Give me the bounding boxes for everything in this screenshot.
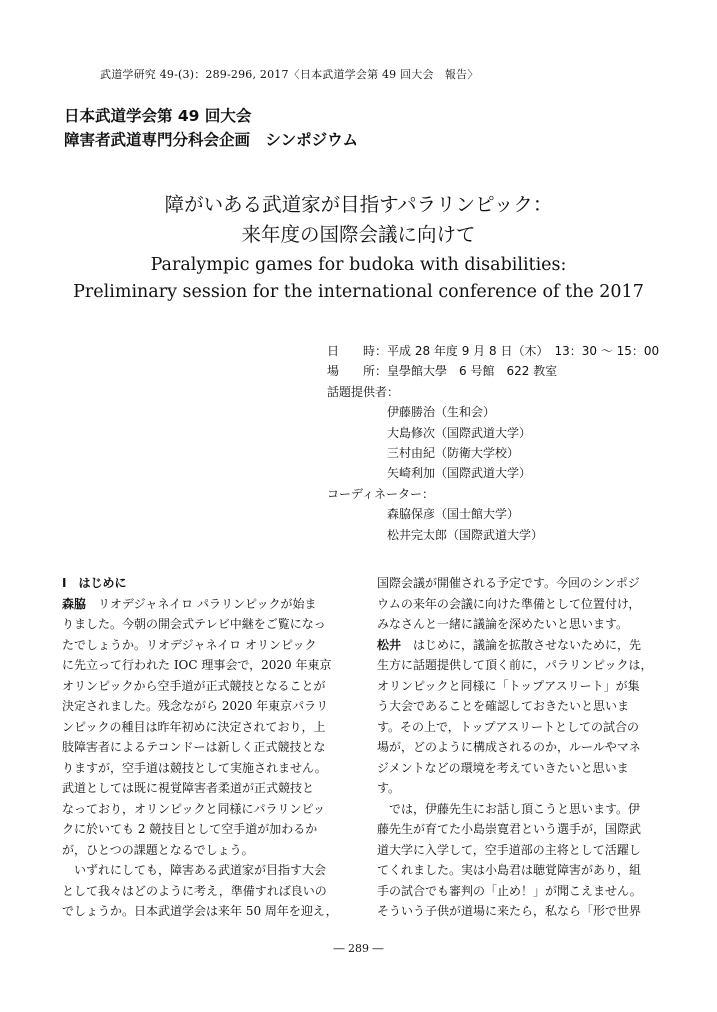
- paragraph-line: に先立って行われた IOC 理事会で，2020 年東京: [62, 658, 332, 672]
- paragraph-line: では，伊藤先生にお話し頂こうと思います。伊: [377, 801, 641, 816]
- title-ja-line-1: 障がいある武道家が目指すパラリンピック：: [164, 193, 553, 216]
- paragraph-line: 森脇 リオデジャネイロ パラリンピックが始ま: [62, 596, 317, 611]
- paragraph-line: なっており，オリンピックと同様にパラリンピッ: [62, 801, 326, 816]
- body-column-left: [62, 573, 340, 922]
- place-row: [327, 361, 659, 381]
- paragraph-line: 肢障害者によるテコンドーは新しく正式競技とな: [62, 740, 326, 754]
- place-label: 場 所：: [327, 364, 388, 379]
- presenters-label: 話題提供者：: [327, 384, 400, 399]
- paragraph-line: が，ひとつの課題となるでしょう。: [62, 842, 254, 857]
- speaker-name: 松井: [377, 637, 402, 652]
- paragraph-line: りますが，空手道は競技として実施されません。: [62, 760, 327, 775]
- paragraph-line: ウムの来年の会議に向けた準備として位置付け，: [377, 596, 641, 611]
- paragraph-line: でしょうか。日本武道学会は来年 50 周年を迎え，: [62, 904, 338, 918]
- paragraph-line: オリンピックと同様に「トップアスリート」が集: [377, 678, 640, 693]
- paragraph-line: す。: [377, 781, 401, 795]
- paragraph-line: す。その上で，トップアスリートとしての試合の: [377, 719, 639, 734]
- paragraph-line: クに於いても 2 競技目として空手道が加わるか: [62, 822, 318, 836]
- paragraph-line: として我々はどのように考え，準備すれば良いの: [62, 883, 327, 898]
- session-info: [327, 341, 659, 545]
- title-en-line-1: Paralympic games for budoka with disabilities:: [150, 255, 567, 275]
- article-title: [0, 190, 717, 306]
- running-header: 武道学研究 49-(3)：289-296, 2017〈日本武道学会第 49 回大会 報告〉: [100, 68, 479, 81]
- paragraph-line: 藤先生が育てた小島崇寛君という選手が，国際武: [377, 822, 642, 836]
- paragraph-line: 道大学に入学して，空手道部の主将として活躍し: [377, 842, 641, 857]
- presenter-item: 伊藤勝治（生和会）: [387, 405, 496, 420]
- paragraph-line: いずれにしても，障害ある武道家が目指す大会: [62, 863, 327, 877]
- society-heading: [64, 104, 358, 152]
- section-heading: Ⅰ はじめに: [62, 576, 127, 590]
- society-line-1: 日本武道学会第 49 回大会: [64, 107, 252, 125]
- paragraph-line: う大会であることを確認しておきたいと思いま: [377, 699, 630, 713]
- body-column-right: [377, 573, 655, 922]
- page-number: ― 289 ―: [333, 942, 384, 955]
- paragraph-line: 生方に話題提供して頂く前に，パラリンピックは，: [377, 658, 653, 672]
- date-value: 平成 28 年度 9 月 8 日（木） 13：30 〜 15：00: [387, 344, 660, 358]
- paragraph-line: オリンピックから空手道が正式競技となることが: [62, 678, 326, 693]
- paragraph-line: そういう子供が道場に来たら，私なら「形で世界: [377, 904, 642, 918]
- paragraph-line: てくれました。実は小島君は聴覚障害があり，組: [377, 863, 642, 877]
- coordinator-item: 松井完太郎（国際武道大学）: [387, 527, 544, 542]
- paragraph-line: 松井 はじめに，議論を拡散させないために，先: [377, 637, 642, 652]
- presenter-item: 矢崎利加（国際武道大学）: [387, 466, 532, 481]
- paragraph-line: みなさんと一緒に議論を深めたいと思います。: [377, 617, 629, 631]
- paragraph-line: 国際会議が開催される予定です。今回のシンポジ: [377, 576, 640, 590]
- paragraph-line: 決定されました。残念ながら 2020 年東京パラリ: [62, 699, 329, 713]
- place-value: 皇學館大學 6 号館 622 教室: [387, 364, 558, 379]
- title-en-line-2: Preliminary session for the international conference of the 2017: [73, 282, 644, 302]
- paragraph-line: 武道としては既に視覚障害者柔道が正式競技と: [62, 781, 315, 795]
- date-label: 日 時：: [327, 344, 388, 358]
- presenter-item: 大島修次（国際武道大学）: [387, 425, 532, 440]
- coordinators-label: コーディネーター：: [327, 486, 435, 501]
- paragraph-line: ンピックの種目は昨年初めに決定されており，上: [62, 719, 326, 734]
- date-row: [327, 341, 659, 361]
- paragraph-line: 場が，どのように構成されるのか，ルールやマネ: [377, 740, 641, 754]
- paragraph-line: 手の試合でも審判の「止め！」が聞こえません。: [377, 883, 642, 898]
- presenter-item: 三村由紀（防衛大学校）: [387, 446, 520, 461]
- paragraph-line: りました。今朝の開会式テレビ中継をご覧になっ: [62, 617, 326, 631]
- paragraph-line: ジメントなどの環境を考えていきたいと思いま: [377, 760, 629, 775]
- coordinator-item: 森脇保彦（国士館大学）: [387, 507, 520, 522]
- paragraph-line: たでしょうか。リオデジャネイロ オリンピック: [62, 637, 317, 652]
- title-ja-line-2: 来年度の国際会議に向けて: [241, 223, 476, 246]
- speaker-name: 森脇: [62, 596, 87, 611]
- society-line-2: 障害者武道専門分科会企画 シンポジウム: [64, 131, 358, 149]
